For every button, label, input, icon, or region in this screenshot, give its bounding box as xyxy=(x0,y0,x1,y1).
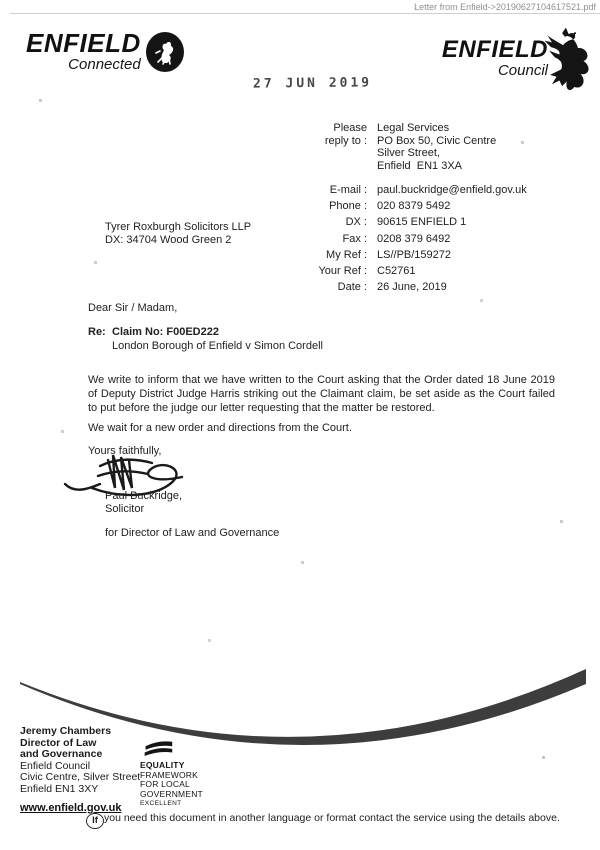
footer-contact-block xyxy=(20,726,140,815)
contact-details xyxy=(293,184,527,297)
note-text: you need this document in another language or format contact the service using the details above. xyxy=(104,812,560,824)
logo-right-subtitle: Council xyxy=(497,62,548,79)
logo-left-subtitle: Connected xyxy=(68,56,141,73)
footer-contact-title: Director of Law xyxy=(20,736,97,749)
address-line: PO Box 50, Civic Centre xyxy=(377,134,497,147)
case-title: London Borough of Enfield v Simon Cordell xyxy=(112,340,323,352)
footer-org-line: Civic Centre, Silver Street xyxy=(20,771,141,783)
closing-line: Yours faithfully, xyxy=(88,445,162,457)
footer-org-line: Enfield Council xyxy=(20,759,91,772)
address-line: Legal Services xyxy=(377,122,450,134)
equality-logo-line: EQUALITY xyxy=(140,760,185,770)
logo-left-title: ENFIELD xyxy=(26,28,141,58)
lion-badge-icon xyxy=(146,32,184,72)
website-link: www.enfield.gov.uk xyxy=(20,802,122,814)
reply-to-label: Please reply to : xyxy=(324,122,367,147)
address-line: Silver Street, xyxy=(377,147,440,159)
equality-logo-excellent: EXCELLENT xyxy=(140,800,182,808)
contact-row-myref: My Ref : LS//PB/159272 xyxy=(326,248,452,261)
reply-to-address xyxy=(377,122,496,172)
signatory-block xyxy=(105,490,182,516)
address-line: Enfield EN1 3XA xyxy=(377,159,462,172)
language-format-note xyxy=(86,812,560,829)
enfield-council-logo xyxy=(436,26,592,98)
body-paragraph-1: We write to inform that we have written to the Court asking that the Order dated 18 June 2019 of Deputy District Judge Harris striking out the Claimant claim, be set aside as the Court failed to put before the judge our letter requesting that the matter be restored. xyxy=(88,374,555,414)
salutation: Dear Sir / Madam, xyxy=(88,302,178,314)
footer-org-line: Enfield EN1 3XY xyxy=(20,782,99,795)
recipient-address xyxy=(105,221,251,247)
equality-logo-line: GOVERNMENT xyxy=(140,788,203,799)
signatory-name: Paul Buckridge, xyxy=(105,490,183,502)
contact-row-date: Date : 26 June, 2019 xyxy=(337,281,447,294)
equality-stripes-icon xyxy=(140,740,176,756)
recipient-line: DX: 34704 Wood Green 2 xyxy=(105,234,232,246)
body-paragraph-2: We wait for a new order and directions from the Court. xyxy=(88,422,352,434)
document-filename: Letter from Enfield->20190627104617521.pdf xyxy=(414,2,596,12)
footer-contact-name: Jeremy Chambers xyxy=(20,725,112,737)
reply-contact-block xyxy=(293,122,527,297)
contact-row-fax: Fax : 0208 379 6492 xyxy=(342,232,451,245)
scan-speckles xyxy=(0,0,1,1)
signatory-for-line: for Director of Law and Governance xyxy=(105,527,280,539)
equality-framework-logo xyxy=(140,740,203,809)
contact-row-phone: Phone : 020 8379 5492 xyxy=(329,200,451,213)
circled-if-icon: If xyxy=(86,813,104,829)
contact-row-email: E-mail : paul.buckridge@enfield.gov.uk xyxy=(329,184,527,196)
re-label: Re: xyxy=(88,326,106,338)
header-divider xyxy=(10,13,600,14)
enfield-connected-logo xyxy=(26,30,184,74)
contact-row-dx: DX : 90615 ENFIELD 1 xyxy=(345,216,467,229)
equality-logo-line: FRAMEWORK xyxy=(140,769,198,780)
equality-logo-line: FOR LOCAL xyxy=(140,779,190,790)
recipient-line: Tyrer Roxburgh Solicitors LLP xyxy=(105,221,252,233)
contact-row-yourref: Your Ref : C52761 xyxy=(318,264,416,277)
dragon-crest-icon xyxy=(538,26,590,101)
re-subject-block xyxy=(88,325,323,353)
signatory-title: Solicitor xyxy=(105,503,145,515)
claim-number: Claim No: F00ED222 xyxy=(112,326,219,338)
logo-right-title: ENFIELD xyxy=(441,36,548,63)
footer-contact-title: and Governance xyxy=(20,748,103,760)
received-date-stamp: 27 JUN 2019 xyxy=(252,75,373,92)
